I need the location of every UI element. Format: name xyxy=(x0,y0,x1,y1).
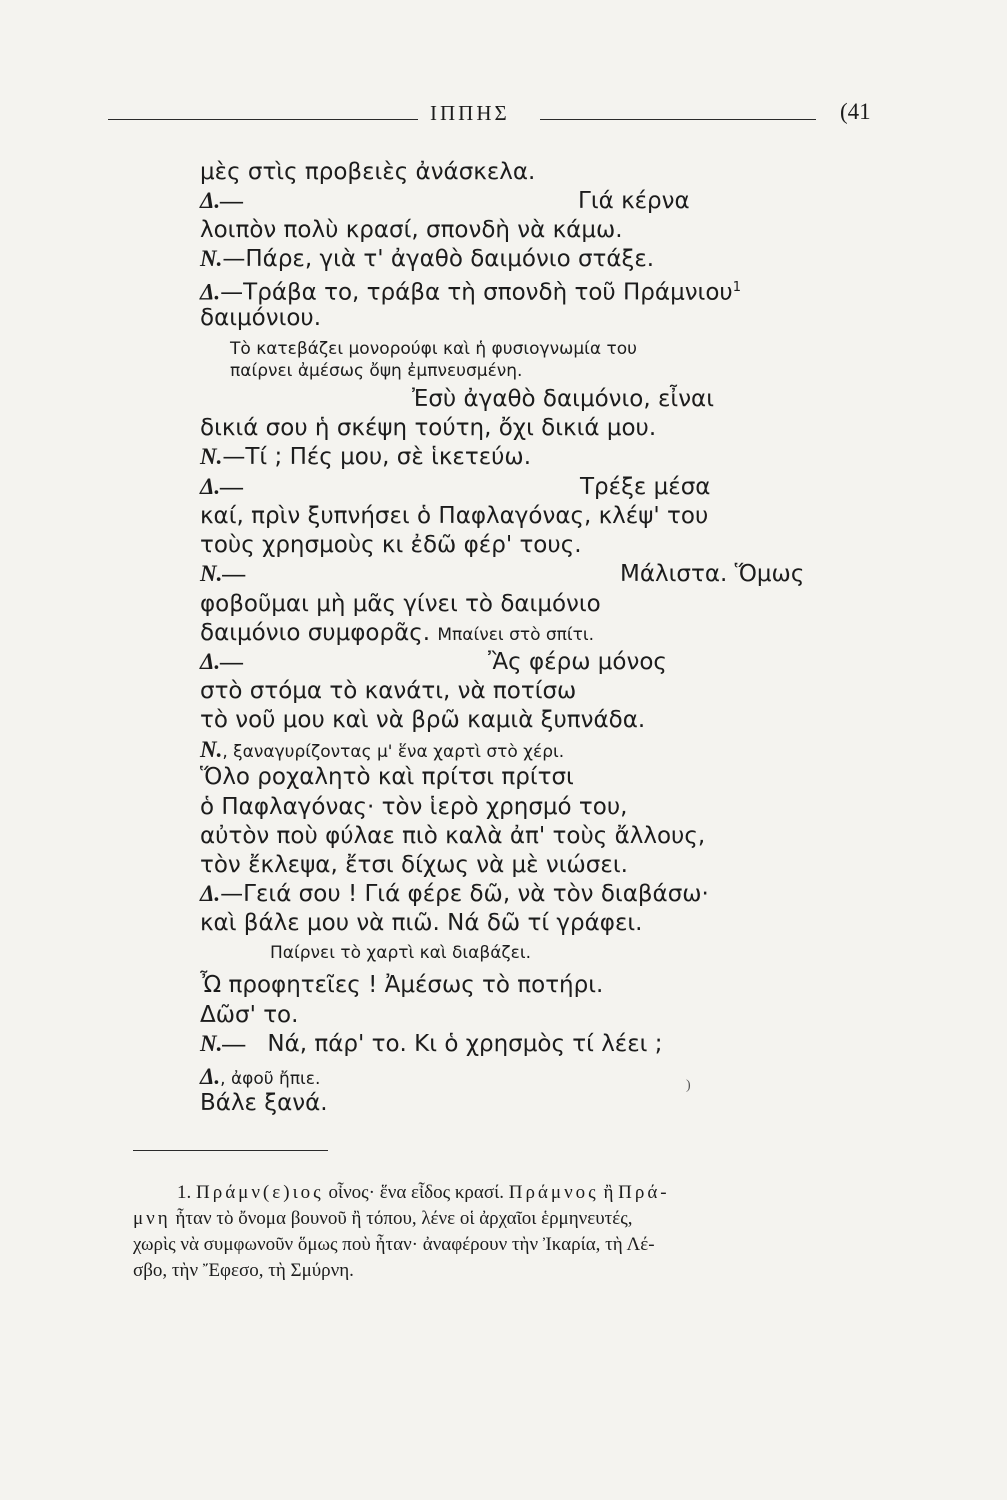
speaker-label: Δ. xyxy=(200,1064,221,1089)
speaker-label: Δ.— xyxy=(200,474,244,499)
verse-line xyxy=(200,442,531,472)
verse-line: Βάλε ξανά. xyxy=(200,1090,328,1116)
verse-line: δικιά σου ἡ σκέψη τούτη, ὄχι δικιά μου. xyxy=(200,415,657,441)
line-text: Νά, πάρ' το. Κι ὁ χρησμὸς τί λέει ; xyxy=(267,1031,663,1057)
verse-line xyxy=(200,1029,663,1059)
verse-line: Ὅλο ροχαλητὸ καὶ πρίτσι πρίτσι xyxy=(200,764,574,790)
footnote-line: μνη ἦταν τὸ ὄνομα βουνοῦ ἢ τόπου, λένε οἱ ἀρχαῖοι ἑρμηνευτές, xyxy=(133,1208,633,1229)
stage-direction: παίρνει ἀμέσως ὄψη ἐμπνευσμένη. xyxy=(230,361,523,381)
line-text: —Πάρε, γιὰ τ' ἀγαθὸ δαιμόνιο στάξε. xyxy=(222,246,655,272)
speaker-label: Δ.— xyxy=(200,188,244,213)
verse-line: αὐτὸν ποὺ φύλαε πιὸ καλὰ ἀπ' τοὺς ἄλλους, xyxy=(200,823,706,849)
page-number: (41 xyxy=(840,99,871,124)
verse-line: καὶ βάλε μου νὰ πιῶ. Νά δῶ τί γράφει. xyxy=(200,910,643,936)
header-rule-left xyxy=(108,119,418,120)
header-rule-right xyxy=(540,119,816,120)
stage-direction: , ἀφοῦ ἤπιε. xyxy=(220,1069,321,1089)
verse-line: Δῶσ' το. xyxy=(200,1002,299,1028)
verse-line: δαιμόνιου. xyxy=(200,305,322,331)
verse-line: μὲς στὶς προβειὲς ἀνάσκελα. xyxy=(200,159,536,185)
line-text: δαιμόνιο συμφορᾶς. xyxy=(200,620,431,646)
stage-direction: Μπαίνει στὸ σπίτι. xyxy=(437,625,595,645)
verse-line: στὸ στόμα τὸ κανάτι, νὰ ποτίσω xyxy=(200,678,577,704)
line-text: Ἂς φέρω μόνος xyxy=(488,649,667,675)
footnote-rule xyxy=(133,1150,328,1151)
verse-line: τοὺς χρησμοὺς κι ἐδῶ φέρ' τους. xyxy=(200,532,582,558)
speaker-label: Δ.— xyxy=(200,649,244,674)
line-text: Μάλιστα. Ὅμως xyxy=(620,561,805,587)
footnote-line: σβο, τὴν Ἔφεσο, τὴ Σμύρνη. xyxy=(133,1260,354,1281)
footnote-line: χωρὶς νὰ συμφωνοῦν ὅμως ποὺ ἦταν· ἀναφέρουν τὴν Ἰκαρία, τὴ Λέ- xyxy=(133,1234,655,1255)
verse-line xyxy=(200,879,709,909)
running-header xyxy=(0,98,1007,138)
verse-line xyxy=(200,186,760,216)
line-text: —Τράβα το, τράβα τὴ σπονδὴ τοῦ Πράμνιου xyxy=(220,279,733,306)
verse-line xyxy=(200,559,850,589)
line-text: —Τί ; Πές μου, σὲ ἱκετεύω. xyxy=(222,444,531,470)
verse-line xyxy=(200,647,760,677)
speaker-label: Ν. xyxy=(200,737,223,762)
verse-line xyxy=(200,472,760,502)
footnote-line: 1. Πράμν(ε)ιος οἶνος· ἕνα εἶδος κρασί. Πράμνος ἢ Πρά- xyxy=(177,1182,670,1203)
verse-line: καί, πρὶν ξυπνήσει ὁ Παφλαγόνας, κλέψ' του xyxy=(200,503,709,529)
verse-line: ὁ Παφλαγόνας· τὸν ἱερὸ χρησμό του, xyxy=(200,794,628,820)
speaker-label: Δ. xyxy=(200,279,221,305)
line-text: Τρέξε μέσα xyxy=(580,474,711,500)
speaker-label: Ν.— xyxy=(200,1031,246,1056)
stage-direction: Παίρνει τὸ χαρτὶ καὶ διαβάζει. xyxy=(270,943,532,963)
speaker-label: Δ. xyxy=(200,881,221,906)
line-text: —Γειά σου ! Γιά φέρε δῶ, νὰ τὸν διαβάσω· xyxy=(220,881,709,907)
verse-line xyxy=(200,618,594,650)
stage-direction: , ξαναγυρίζοντας μ' ἕνα χαρτὶ στὸ χέρι. xyxy=(222,742,565,762)
speaker-label: Ν. xyxy=(200,444,223,469)
verse-line: λοιπὸν πολὺ κρασί, σπονδὴ νὰ κάμω. xyxy=(200,217,623,243)
verse-line: Ὦ προφητεῖες ! Ἀμέσως τὸ ποτήρι. xyxy=(200,972,604,998)
running-title: ΙΠΠΗΣ xyxy=(430,101,510,125)
stage-direction: Τὸ κατεβάζει μονορούφι καὶ ἡ φυσιογνωμία του xyxy=(230,339,637,359)
line-text: Γιά κέρνα xyxy=(578,188,690,214)
verse-line: τὸ νοῦ μου καὶ νὰ βρῶ καμιὰ ξυπνάδα. xyxy=(200,707,646,733)
verse-line: Ἐσὺ ἀγαθὸ δαιμόνιο, εἶναι xyxy=(412,386,714,412)
stray-mark: ) xyxy=(686,1078,691,1093)
verse-line xyxy=(200,244,654,274)
speaker-label: Ν.— xyxy=(200,561,246,586)
footnote-ref: 1 xyxy=(732,280,741,295)
verse-line: φοβοῦμαι μὴ μᾶς γίνει τὸ δαιμόνιο xyxy=(200,591,601,617)
speaker-label: Ν. xyxy=(200,246,223,271)
verse-line: τὸν ἔκλεψα, ἔτσι δίχως νὰ μὲ νιώσει. xyxy=(200,852,628,878)
